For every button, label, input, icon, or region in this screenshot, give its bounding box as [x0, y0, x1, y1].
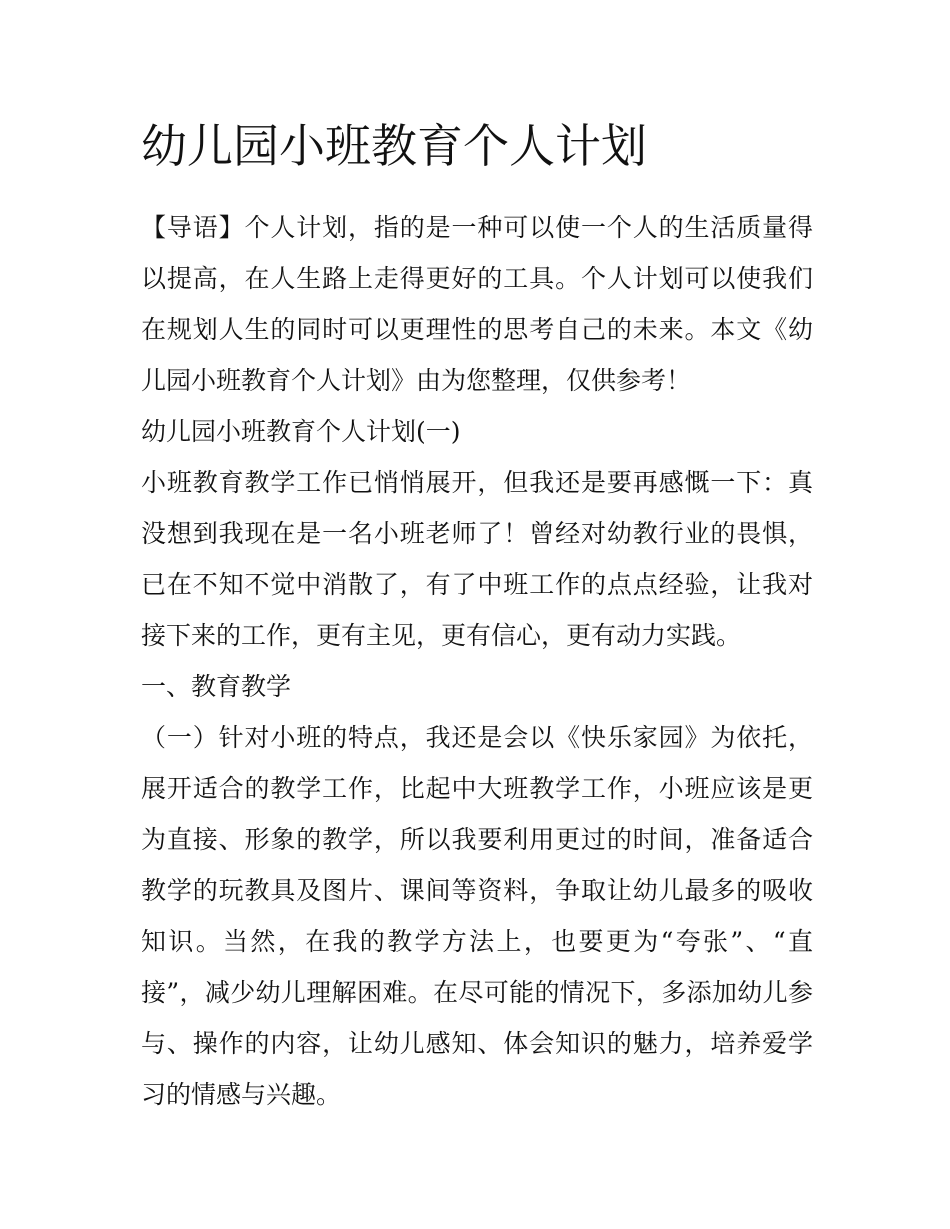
- subtitle-heading: 幼儿园小班教育个人计划(一): [141, 417, 461, 446]
- intro-paragraph: 【导语】个人计划，指的是一种可以使一个人的生活质量得以提高，在人生路上走得更好的工具。个人计划可以使我们在规划人生的同时可以更理性的思考自己的未来。本文《幼儿园小班教育个人计划》由为您整理，仅供参考！: [141, 213, 813, 395]
- document-title: 幼儿园小班教育个人计划: [141, 119, 647, 173]
- body-paragraph-2: （一）针对小班的特点，我还是会以《快乐家园》为依托，展开适合的教学工作，比起中大班教学工作，小班应该是更为直接、形象的教学，所以我要利用更过的时间，准备适合教学的玩教具及图片、课间等资料，争取让幼儿最多的吸收知识。当然，在我的教学方法上，也要更为“夸张”、“直接”，减少幼儿理解困难。在尽可能的情况下，多添加幼儿参与、操作的内容，让幼儿感知、体会知识的魅力，培养爱学习的情感与兴趣。: [141, 723, 813, 1109]
- body-paragraph-1: 小班教育教学工作已悄悄展开，但我还是要再感慨一下：真没想到我现在是一名小班老师了！曾经对幼教行业的畏惧，已在不知不觉中消散了，有了中班工作的点点经验，让我对接下来的工作，更有主见，更有信心，更有动力实践。: [141, 468, 813, 650]
- section-heading-education: 一、教育教学: [141, 672, 292, 701]
- document-page: [141, 112, 813, 1120]
